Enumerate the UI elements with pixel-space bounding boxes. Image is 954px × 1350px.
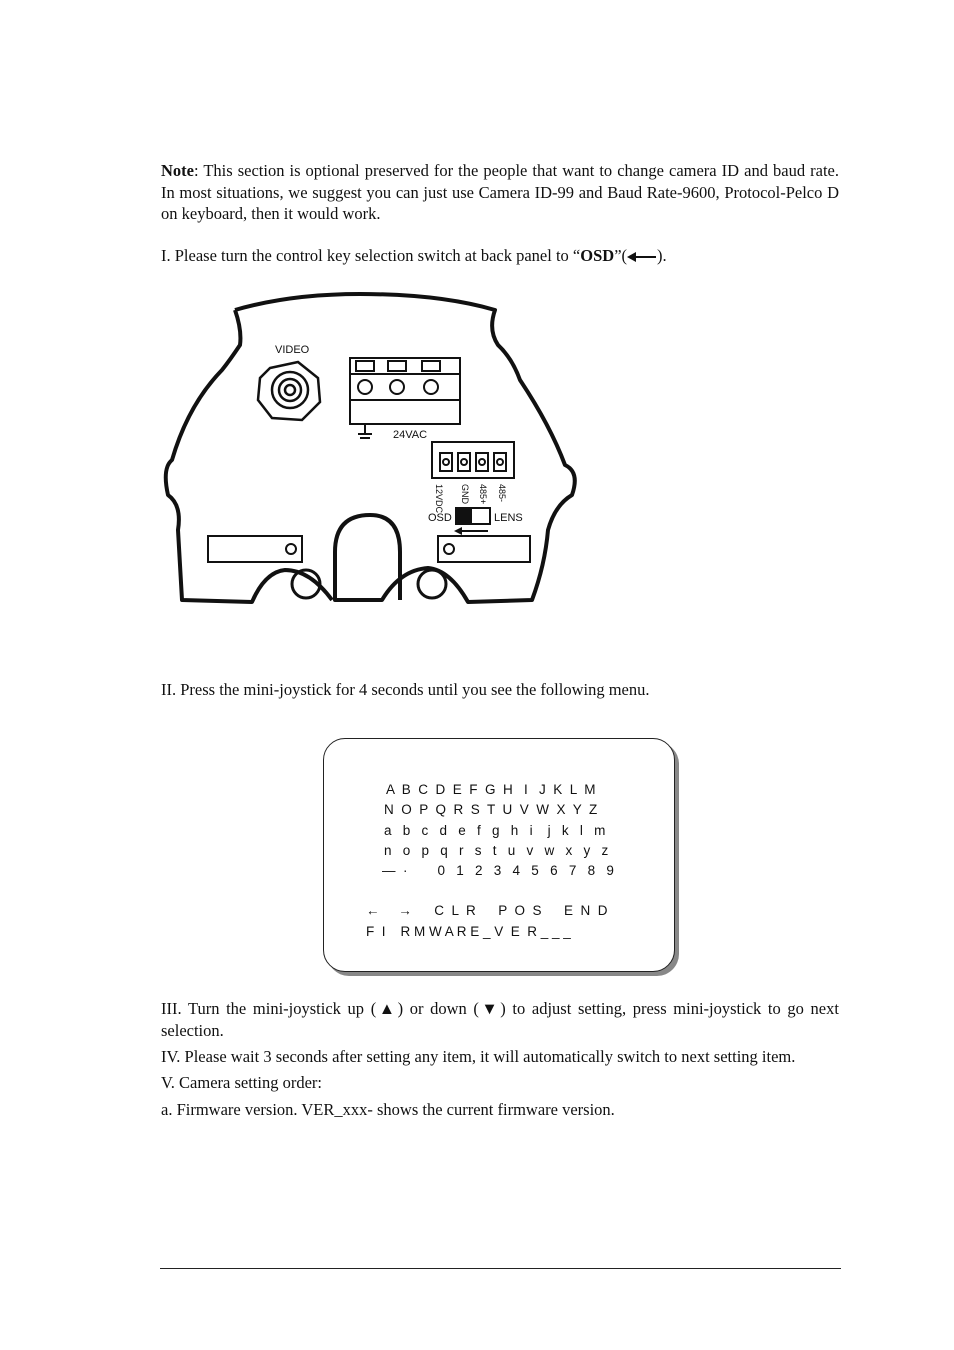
note-label: Note: [161, 161, 194, 180]
osd-menu-box: [323, 738, 675, 972]
pin-label-gnd: GND: [460, 484, 470, 504]
note-text: : This section is optional preserved for the people that want to change camera ID and baud rate. In most situations, we suggest you can just use Camera ID-99 and Baud Rate-9600, Protocol-Pelco D on keyboard, then it would work.: [161, 161, 839, 223]
step-3-end: ) to adjust setting, press mini-joystick to go next selection.: [161, 999, 839, 1040]
note-paragraph: [161, 160, 839, 225]
pin-label-12vdc: 12VDC: [434, 484, 444, 514]
menu-row-firmware: F I R M W A R E _ V E R _ _ _: [366, 924, 571, 939]
control-terminal: [432, 442, 514, 478]
up-triangle-icon: ▲: [376, 999, 398, 1018]
menu-row-navigation: ← → C L R P O S E N D: [366, 903, 608, 918]
video-connector: [258, 362, 320, 420]
step-1: [161, 245, 839, 267]
panel-outline: [235, 294, 575, 602]
step-2: II. Press the mini-joystick for 4 seconds until you see the following menu.: [161, 680, 650, 699]
back-panel-figure: [160, 290, 580, 635]
down-triangle-icon: ▼: [478, 999, 501, 1018]
footer-rule: [160, 1268, 841, 1269]
menu-row-lowercase-2: n o p q r s t u v w x y z: [384, 843, 609, 858]
osd-lens-switch: [454, 508, 490, 535]
power-terminal: [350, 358, 460, 438]
step-5: V. Camera setting order:: [161, 1073, 322, 1092]
menu-row-digits: — · 0 1 2 3 4 5 6 7 8 9: [382, 863, 614, 878]
menu-row-lowercase-1: a b c d e f g h i j k l m: [384, 823, 606, 838]
label-plates: [208, 536, 530, 562]
step-1-quote: ”(: [614, 246, 628, 265]
pin-label-485-plus: 485+: [478, 484, 488, 505]
step-3: [161, 998, 839, 1041]
switch-label-osd: OSD: [428, 512, 452, 524]
menu-row-uppercase-2: N O P Q R S T U V W X Y Z: [384, 802, 598, 817]
pin-label-485-minus: 485-: [497, 484, 507, 503]
video-label: VIDEO: [275, 344, 310, 356]
step-4: IV. Please wait 3 seconds after setting any item, it will automatically switch to next setting item.: [161, 1047, 796, 1066]
power-label: 24VAC: [393, 429, 428, 441]
step-1-osd: OSD: [580, 246, 615, 265]
step-3-middle: ) or down (: [397, 999, 479, 1018]
menu-row-uppercase-1: A B C D E F G H I J K L M: [386, 782, 596, 797]
left-arrow-icon: [627, 251, 657, 263]
item-a: a. Firmware version. VER_xxx- shows the current firmware version.: [161, 1100, 615, 1119]
step-1-text: I. Please turn the control key selection switch at back panel to “: [161, 246, 581, 265]
switch-label-lens: LENS: [494, 512, 523, 524]
step-3-text: III. Turn the mini-joystick up (: [161, 999, 377, 1018]
step-1-end: ).: [657, 246, 667, 265]
